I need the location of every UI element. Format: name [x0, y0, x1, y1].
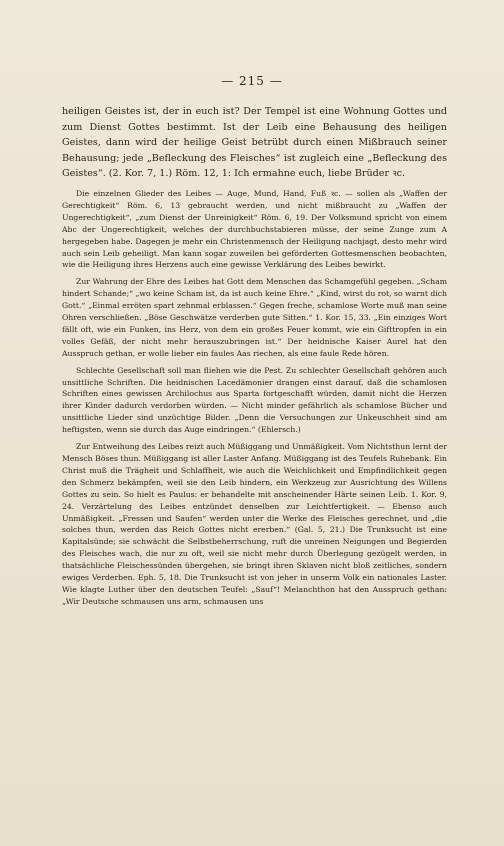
paragraph-bad-company: Schlechte Gesellschaft soll man fliehen wie die Pest. Zu schlechter Gesellschaft gehören auch unsittliche Schriften. Die heidnischen Lacedämonier drangen einst darauf, daß die schamlosen Schriften eines gewissen Archilochus aus Sparta fortgeschafft würden, damit nicht die Herzen ihrer Kinder dadurch verdorben würden. — Nicht minder gefährlich als schamlose Bücher und unsittliche Lieder sind unzüchtige Bilder. „Denn die Versuchungen zur Unkeuschheit sind am heftigsten, wenn sie durch das Auge eindringen.“ (Ehlersch.) — [62, 365, 447, 435]
paragraph-idleness: Zur Entweihung des Leibes reizt auch Müßiggang und Unmäßigkeit. Vom Nichtsthun lernt der Mensch Böses thun. Müßiggang ist aller Laster Anfang. Müßiggang ist des Teufels Ruhebank. Ein Christ muß die Trägheit und Schlaffheit, wie auch die Weichlichkeit und Empfindlichkeit gegen den Schmerz bekämpfen, weil sie den Leib hindern, ein Werkzeug zur Ausrichtung des Willens Gottes zu sein. So hielt es Paulus: er behandelte mit anscheinender Härte seinen Leib. 1. Kor. 9, 24. Verzärtelung des Leibes entzündet denselben zur Leichtfertigkeit. — Ebenso auch Unmäßigkeit. „Fressen und Saufen“ werden unter die Werke des Fleisches gerechnet, und „die solches thun, werden das Reich Gottes nicht ererben.“ (Gal. 5, 21.) Die Trunksucht ist eine Kapitalsünde; sie schwächt die Selbstbeherrschung, ruft die unreinen Neigungen und Begierden des Fleisches wach, die nur zu oft, weil sie nicht mehr durch Überlegung gezügelt werden, in thatsächliche Fleischessünden übergehen, sie bringt ihren Sklaven nicht bloß zeitliches, sondern ewiges Verderben. Eph. 5, 18. Die Trunksucht ist von jeher in unserm Volk ein nationales Laster. Wie klagte Luther über den deutschen Teufel: „Sauf“! Melanchthon hat den Ausspruch gethan: „Wir Deutsche schmausen uns arm, schmausen uns — [62, 442, 447, 606]
paragraph-shame: Zur Wahrung der Ehre des Leibes hat Gott dem Menschen das Schamgefühl gegeben. „Scham hindert Schande;“ „wo keine Scham ist, da ist auch keine Ehre.“ „Kind, wirst du rot, so warnt dich Gott.“ „Einmal erröten spart zehnmal erblassen.“ Gegen freche, schamlose Worte muß man seine Ohren verschließen. „Böse Geschwätze verderben gute Sitten.“ 1. Kor. 15, 33. „Ein einziges Wort fällt oft, wie ein Funken, ins Herz, von dem ein großes Feuer kommt, wie ein Gifttropfen in ein volles Gefäß, der nicht mehr herauszubringen ist.“ Der heidnische Kaiser Aurel hat den Ausspruch gethan, er wolle lieber ein faules Aas riechen, als eine faule Rede hören. — [62, 277, 447, 358]
paragraph-limbs: Die einzelnen Glieder des Leibes — Auge, Mund, Hand, Fuß ꝛc. — sollen als „Waffen der Gerechtigkeit“ Röm. 6, 13 gebraucht werden, und nicht mißbraucht zu „Waffen der Ungerechtigkeit“, „zum Dienst der Unreinigkeit“ Röm. 6, 19. Der Volksmund spricht von einem Abc der Ungerechtigkeit, welches der durchbuchstabieren müsse, der seine Zunge zum A hergegeben habe. Dagegen je mehr ein Christenmensch der Heiligung nachjagt, desto mehr wird auch sein Leib geheiligt. Man kann sogar zuweilen bei geförderten Gottesmenschen beobachten, wie die Heiligung ihres Herzens auch eine gewisse Verklärung des Leibes bewirkt. — [62, 188, 447, 270]
body-text — [62, 104, 447, 613]
paragraph-intro: heiligen Geistes ist, der in euch ist? Der Tempel ist eine Wohnung Gottes und zum Dienst Gottes bestimmt. Ist der Leib eine Behausung des heiligen Geistes, dann wird der heilige Geist betrübt durch einen Mißbrauch seiner Behausung; jede „Befleckung des Fleisches“ ist zugleich eine „Befleckung des Geistes“. (2. Kor. 7, 1.) Röm. 12, 1: Ich ermahne euch, liebe Brüder ꝛc. — [62, 106, 447, 180]
page-number: — 215 — — [221, 74, 283, 88]
